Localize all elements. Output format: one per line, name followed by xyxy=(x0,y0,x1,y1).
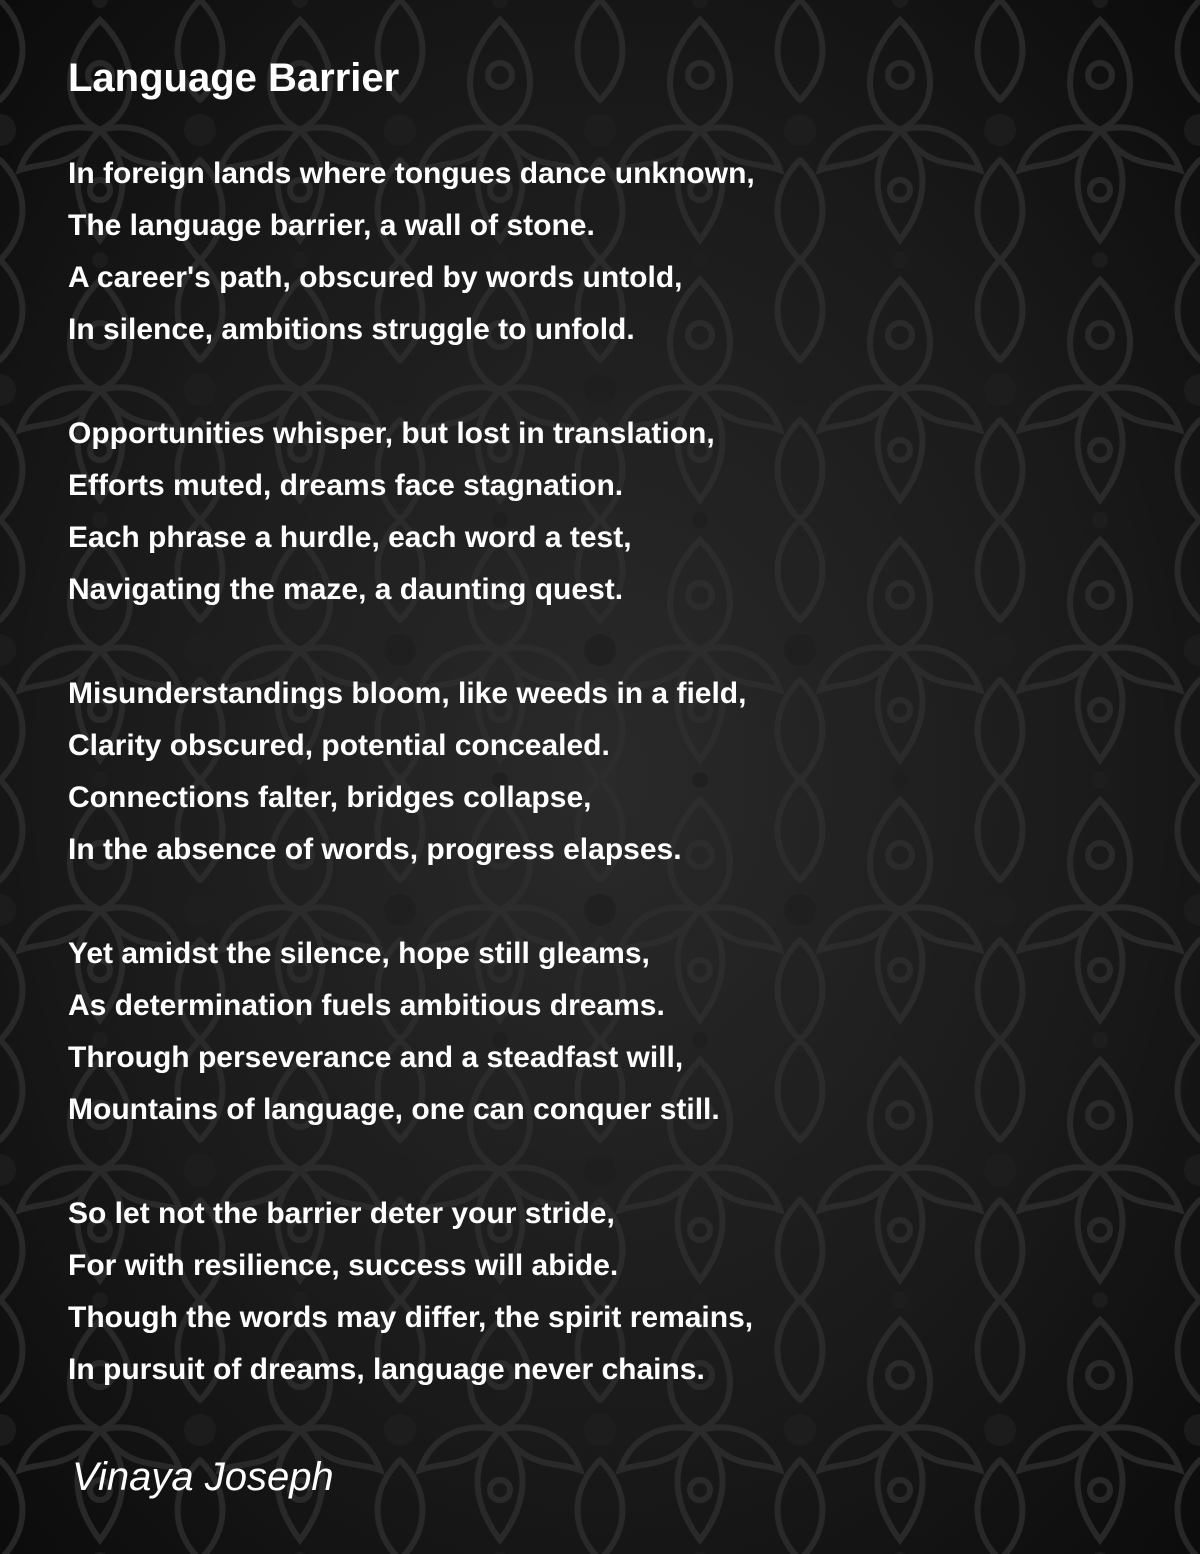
stanza-1 xyxy=(68,148,1168,356)
poem-line: So let not the barrier deter your stride, xyxy=(68,1197,615,1230)
stanza-4 xyxy=(68,928,1168,1136)
poem-line: In pursuit of dreams, language never chains. xyxy=(68,1353,705,1386)
poem-line: Connections falter, bridges collapse, xyxy=(68,781,592,814)
stanza-3 xyxy=(68,668,1168,876)
poem-line: Navigating the maze, a daunting quest. xyxy=(68,573,624,606)
poem-line: A career's path, obscured by words untold, xyxy=(68,261,683,294)
poem-line: Through perseverance and a steadfast will, xyxy=(68,1041,684,1074)
poem-line: In silence, ambitions struggle to unfold. xyxy=(68,313,635,346)
poem-line: Yet amidst the silence, hope still gleams, xyxy=(68,937,650,970)
stanza-5 xyxy=(68,1188,1168,1396)
poem-line: In the absence of words, progress elapses. xyxy=(68,833,682,866)
stanza-2 xyxy=(68,408,1168,616)
poem-line: The language barrier, a wall of stone. xyxy=(68,209,595,242)
poem-line: Clarity obscured, potential concealed. xyxy=(68,729,610,762)
poem-title: Language Barrier xyxy=(68,56,400,100)
poem-line: For with resilience, success will abide. xyxy=(68,1249,619,1282)
poem-line: In foreign lands where tongues dance unknown, xyxy=(68,157,755,190)
poem-body xyxy=(68,148,1168,1448)
poem-line: Opportunities whisper, but lost in translation, xyxy=(68,417,715,450)
poem-line: As determination fuels ambitious dreams. xyxy=(68,989,665,1022)
poem-line: Mountains of language, one can conquer still. xyxy=(68,1093,720,1126)
poem-line: Each phrase a hurdle, each word a test, xyxy=(68,521,632,554)
poem-author: Vinaya Joseph xyxy=(72,1455,334,1499)
poem-line: Though the words may differ, the spirit remains, xyxy=(68,1301,754,1334)
poem-line: Misunderstandings bloom, like weeds in a field, xyxy=(68,677,747,710)
poem-line: Efforts muted, dreams face stagnation. xyxy=(68,469,624,502)
